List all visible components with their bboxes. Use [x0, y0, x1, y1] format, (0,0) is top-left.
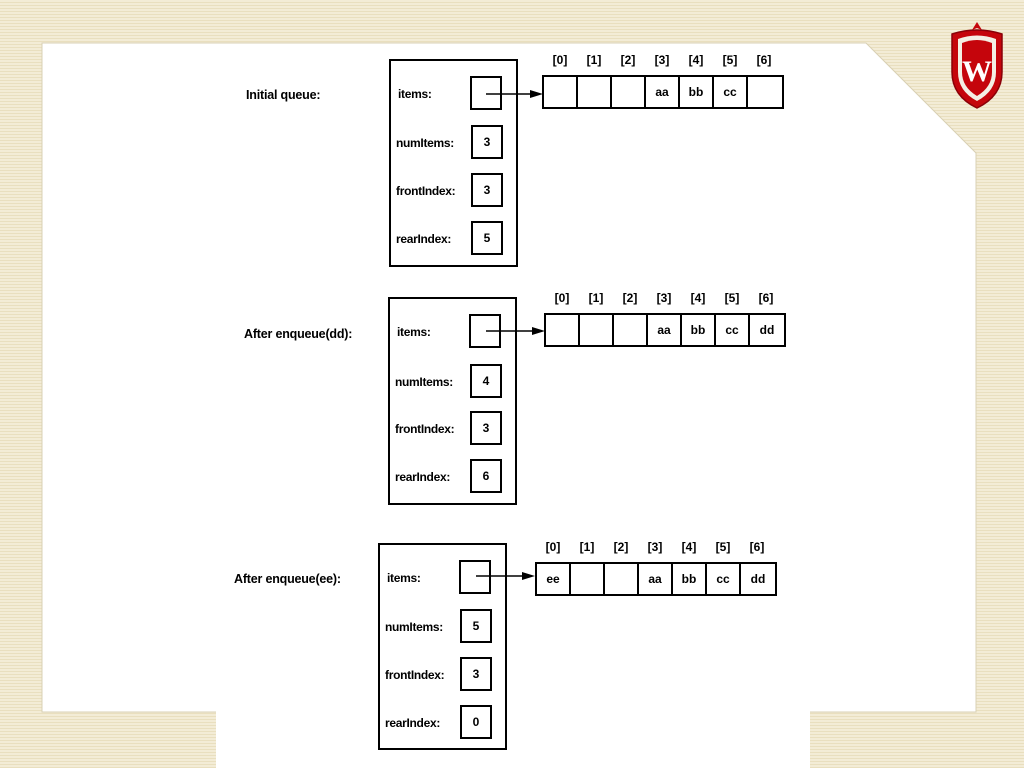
field-label-rearindex: rearIndex:: [385, 716, 441, 730]
array-index: [6]: [758, 291, 774, 305]
field-label-frontindex: frontIndex:: [395, 422, 455, 436]
array-index: [2]: [622, 291, 638, 305]
array-index: [1]: [588, 291, 604, 305]
field-box-frontindex: 3: [470, 411, 502, 445]
field-box-rearindex: 5: [471, 221, 503, 255]
field-label-frontindex: frontIndex:: [385, 668, 445, 682]
field-label-numitems: numItems:: [396, 136, 454, 150]
array-index-row: [543, 53, 781, 67]
array-index: [1]: [579, 540, 595, 554]
field-label-numitems: numItems:: [395, 375, 453, 389]
array-cell: [614, 315, 648, 345]
array-index: [0]: [545, 540, 561, 554]
uw-crest-icon: [946, 20, 1008, 112]
field-box-numitems: 5: [460, 609, 492, 643]
array-index: [2]: [613, 540, 629, 554]
array-cell: aa: [639, 564, 673, 594]
field-label-items: items:: [397, 325, 431, 339]
diagram-caption: After enqueue(ee):: [234, 572, 341, 586]
array-index-row: [545, 291, 783, 305]
crest-letter: W: [962, 55, 992, 88]
array-index: [4]: [681, 540, 697, 554]
array-index: [4]: [688, 53, 704, 67]
array-cell: ee: [537, 564, 571, 594]
items-array: [542, 75, 784, 109]
pointer-arrow: [476, 569, 538, 583]
array-index: [3]: [656, 291, 672, 305]
array-cell: [546, 315, 580, 345]
array-index: [3]: [647, 540, 663, 554]
field-label-items: items:: [398, 87, 432, 101]
field-box-frontindex: 3: [460, 657, 492, 691]
array-cell: cc: [716, 315, 750, 345]
array-cell: dd: [750, 315, 784, 345]
array-index: [6]: [749, 540, 765, 554]
diagram-caption: Initial queue:: [246, 88, 321, 102]
array-cell: [612, 77, 646, 107]
field-label-frontindex: frontIndex:: [396, 184, 456, 198]
field-label-numitems: numItems:: [385, 620, 443, 634]
array-index: [5]: [715, 540, 731, 554]
array-index: [5]: [724, 291, 740, 305]
array-cell: bb: [673, 564, 707, 594]
array-cell: [605, 564, 639, 594]
field-label-rearindex: rearIndex:: [396, 232, 452, 246]
array-index: [4]: [690, 291, 706, 305]
array-index: [6]: [756, 53, 772, 67]
items-array: [535, 562, 777, 596]
array-cell: [580, 315, 614, 345]
field-box-frontindex: 3: [471, 173, 503, 207]
array-cell: [748, 77, 782, 107]
array-cell: cc: [714, 77, 748, 107]
array-cell: cc: [707, 564, 741, 594]
array-index: [5]: [722, 53, 738, 67]
array-index: [1]: [586, 53, 602, 67]
field-box-rearindex: 0: [460, 705, 492, 739]
diagram-caption: After enqueue(dd):: [244, 327, 353, 341]
array-cell: aa: [646, 77, 680, 107]
array-index: [0]: [554, 291, 570, 305]
pointer-arrow: [486, 87, 546, 101]
pointer-arrow: [486, 324, 548, 338]
array-cell: bb: [682, 315, 716, 345]
array-index: [0]: [552, 53, 568, 67]
array-cell: [578, 77, 612, 107]
array-cell: [571, 564, 605, 594]
array-index-row: [536, 540, 774, 554]
array-cell: dd: [741, 564, 775, 594]
field-box-rearindex: 6: [470, 459, 502, 493]
array-cell: aa: [648, 315, 682, 345]
field-box-numitems: 3: [471, 125, 503, 159]
array-cell: [544, 77, 578, 107]
items-array: [544, 313, 786, 347]
array-cell: bb: [680, 77, 714, 107]
array-index: [3]: [654, 53, 670, 67]
field-label-items: items:: [387, 571, 421, 585]
field-label-rearindex: rearIndex:: [395, 470, 451, 484]
array-index: [2]: [620, 53, 636, 67]
field-box-numitems: 4: [470, 364, 502, 398]
